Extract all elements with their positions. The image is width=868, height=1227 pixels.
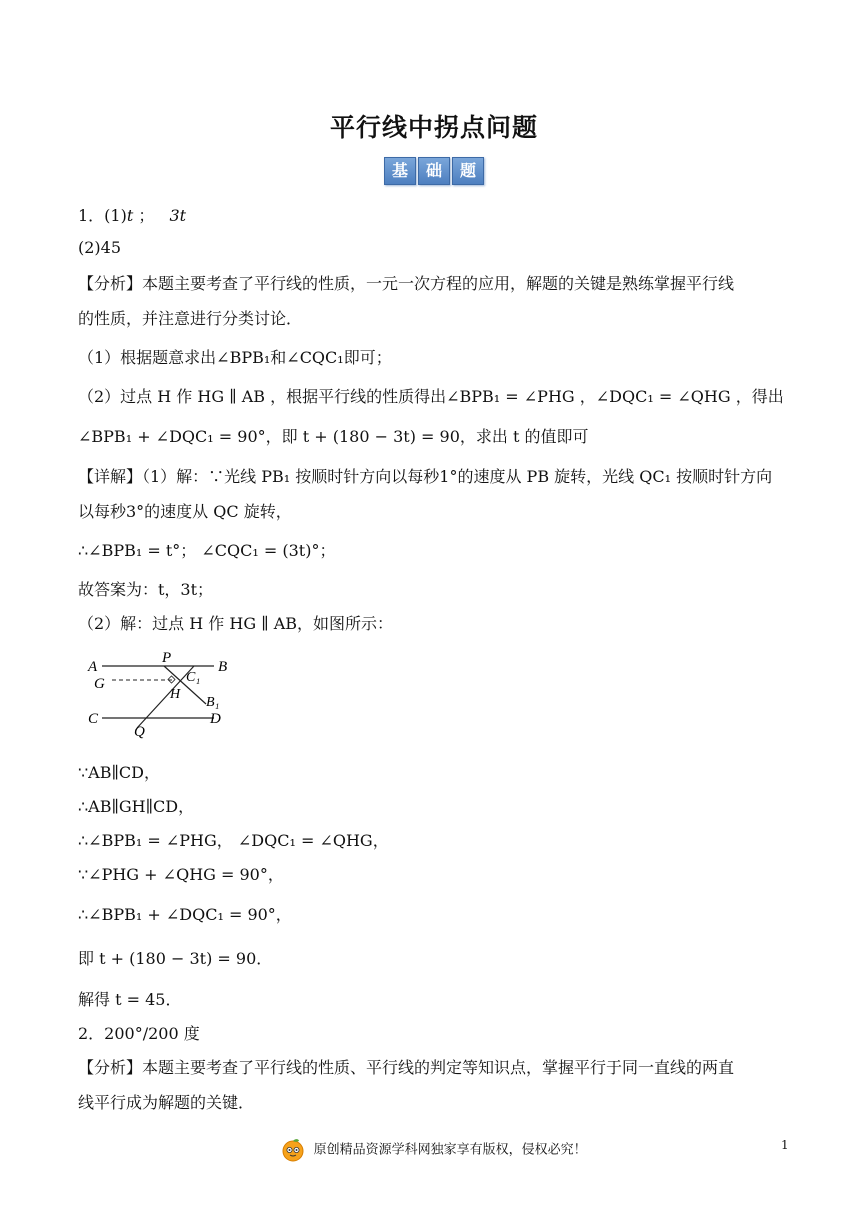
badge-char-3: 题 <box>452 157 484 185</box>
q1-answer-2: (2)45 <box>78 238 122 257</box>
q1-answer-3t: 3t <box>169 206 187 225</box>
q1-answer-1 <box>78 203 186 226</box>
q2-answer: 2．200°/200 度 <box>78 1024 200 1043</box>
proof-line-2: ∴AB∥GH∥CD， <box>78 797 195 816</box>
label-d: D <box>210 711 221 727</box>
orange-logo-icon <box>281 1138 305 1162</box>
geometry-diagram <box>82 648 242 743</box>
label-b: B <box>218 659 228 675</box>
difficulty-badge <box>384 157 484 185</box>
q1-analysis-line-2: 的性质，并注意进行分类讨论． <box>78 309 303 328</box>
proof-line-1: ∵AB∥CD， <box>78 763 160 782</box>
badge-char-2: 础 <box>418 157 450 185</box>
label-h: H <box>170 687 181 702</box>
proof-line-3: ∴∠BPB₁ = ∠PHG， ∠DQC₁ = ∠QHG， <box>78 831 389 850</box>
page-footer <box>0 1138 868 1162</box>
q1-detail-line-1: 【详解】（1）解：∵光线 PB₁ 按顺时针方向以每秒1°的速度从 PB 旋转，光线 QC₁ 按顺时针方向 <box>78 467 773 486</box>
proof-line-7: 解得 t = 45． <box>78 990 182 1009</box>
q1-answer-t: t <box>126 206 134 225</box>
q1-detail-line-2: 以每秒3°的速度从 QC 旋转， <box>78 502 292 521</box>
copyright-notice: 原创精品资源学科网独家享有版权，侵权必究！ <box>313 1142 587 1158</box>
proof-line-4: ∵∠PHG + ∠QHG = 90°， <box>78 865 284 884</box>
label-c1: C₁ <box>186 670 201 685</box>
q1-analysis-line-1: 【分析】本题主要考查了平行线的性质，一元一次方程的应用，解题的关键是熟练掌握平行线 <box>78 274 735 293</box>
q1-detail-line-4: 故答案为：t，3t； <box>78 580 214 599</box>
q2-analysis-line-2: 线平行成为解题的关键． <box>78 1093 255 1112</box>
q1-step-2-line-2: ∠BPB₁ + ∠DQC₁ = 90°，即 t + (180 − 3t) = 90，求出 t 的值即可 <box>78 427 589 446</box>
page-number: 1 <box>781 1138 789 1152</box>
label-g: G <box>94 676 105 692</box>
proof-line-6: 即 t + (180 − 3t) = 90． <box>78 949 273 968</box>
label-p: P <box>162 650 172 666</box>
label-b1: B₁ <box>206 695 220 710</box>
q1-separator: ； <box>138 206 155 225</box>
q1-number: 1．(1) <box>78 206 127 225</box>
badge-char-1: 基 <box>384 157 416 185</box>
q1-detail-line-3: ∴∠BPB₁ = t°； ∠CQC₁ = (3t)°； <box>78 541 336 560</box>
proof-line-5: ∴∠BPB₁ + ∠DQC₁ = 90°， <box>78 905 292 924</box>
label-q: Q <box>134 724 145 740</box>
label-a: A <box>88 659 98 675</box>
label-c: C <box>88 711 99 727</box>
q1-step-1: （1）根据题意求出∠BPB₁和∠CQC₁即可； <box>78 348 392 367</box>
q1-detail-line-5: （2）解：过点 H 作 HG ∥ AB，如图所示： <box>78 614 394 633</box>
q1-step-2-line-1: （2）过点 H 作 HG ∥ AB ，根据平行线的性质得出∠BPB₁ = ∠PHG ，∠DQC₁ = ∠QHG ，得出 <box>78 387 784 406</box>
page-title: 平行线中拐点问题 <box>329 113 538 142</box>
q2-analysis-line-1: 【分析】本题主要考查了平行线的性质、平行线的判定等知识点，掌握平行于同一直线的两直 <box>78 1058 735 1077</box>
